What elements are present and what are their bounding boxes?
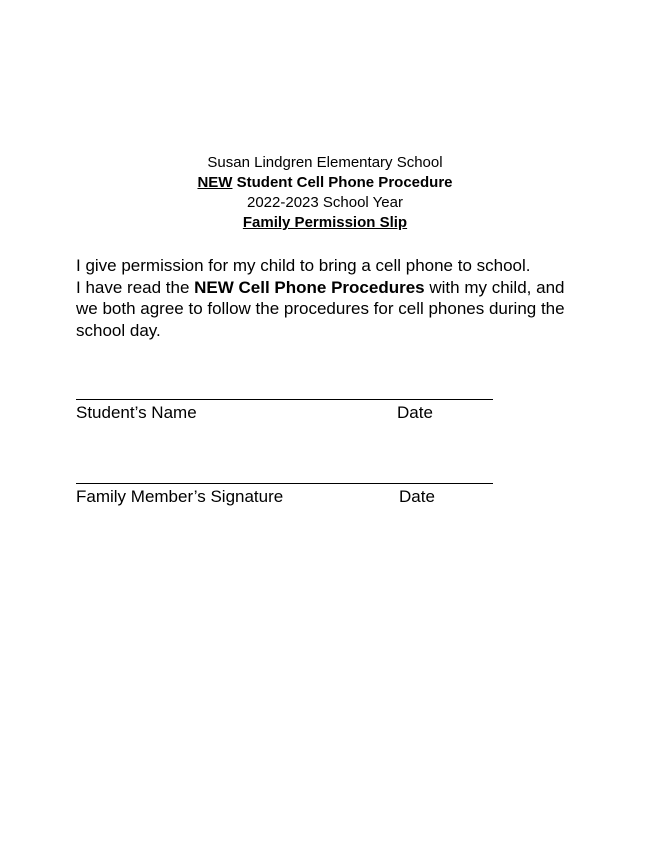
document-header	[0, 153, 650, 233]
student-name-label: Student’s Name	[76, 403, 197, 422]
student-signature-line	[76, 399, 493, 400]
permission-line-2-end: with my child, and we both agree to follow the procedures for cell phones during the school day.	[76, 277, 565, 340]
procedure-title-rest: Student Cell Phone Procedure	[232, 174, 453, 191]
procedures-emphasis: NEW Cell Phone Procedures	[194, 277, 425, 297]
school-year: 2022-2023 School Year	[247, 194, 403, 211]
procedure-new-label: NEW	[197, 174, 233, 191]
student-date-label: Date	[397, 403, 433, 422]
family-date-label: Date	[399, 487, 435, 506]
permission-line-2-start: I have read the	[76, 277, 195, 297]
permission-statement	[76, 255, 576, 341]
school-name: Susan Lindgren Elementary School	[207, 154, 443, 171]
slip-title: Family Permission Slip	[242, 214, 408, 231]
procedure-title	[0, 173, 650, 193]
permission-line-1: I give permission for my child to bring a cell phone to school.	[76, 256, 531, 275]
family-signature-block	[76, 483, 494, 523]
family-signature-line	[76, 483, 493, 484]
family-signature-label: Family Member’s Signature	[76, 487, 284, 506]
student-signature-block	[76, 399, 494, 439]
permission-line-2	[76, 277, 576, 342]
